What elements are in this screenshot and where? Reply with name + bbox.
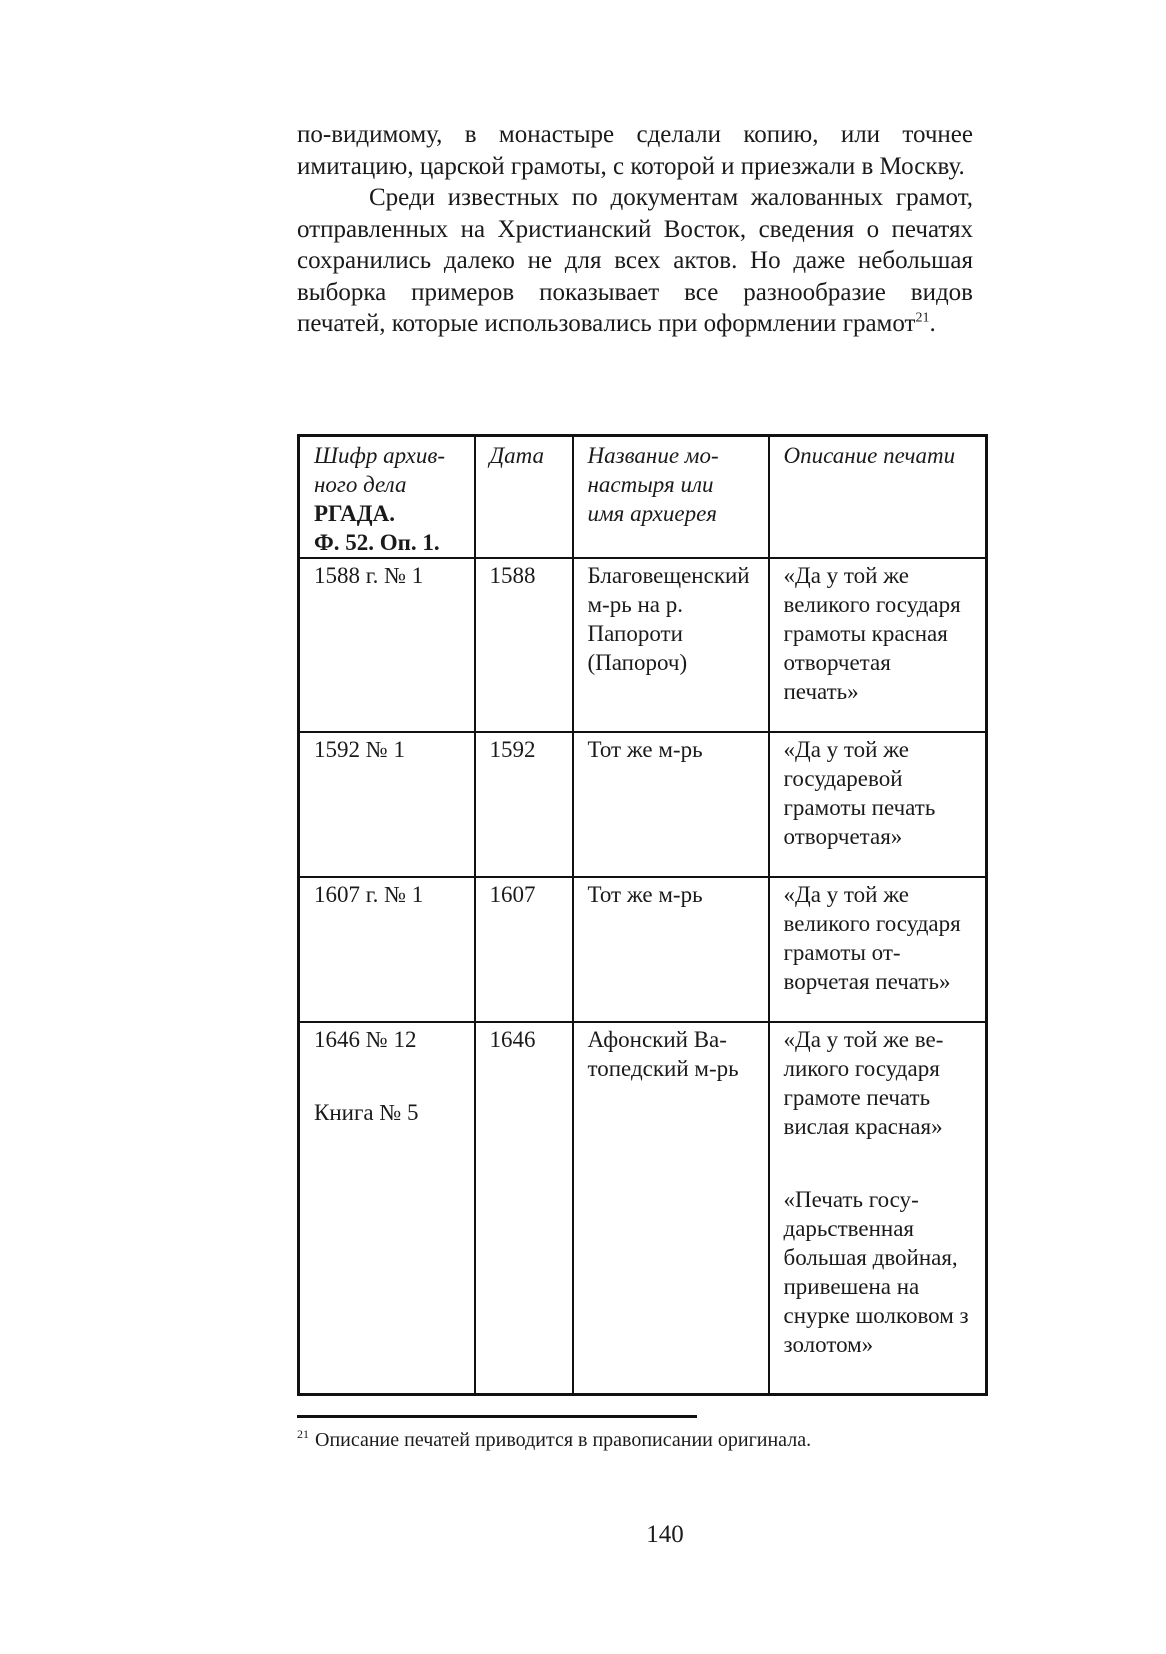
cell-date: 1588: [475, 558, 573, 732]
table-header-row: [299, 436, 987, 559]
cell-monastery: Афонский Ватопедский м-рь: [573, 1022, 769, 1394]
cell-seal-description-book: «Печать государьственная большая двойная, привешена на снурке шолковом з золотом»: [783, 1187, 969, 1357]
cell-monastery: Тот же м-рь: [573, 877, 769, 1022]
cell-archive-code: 1588 г. № 1: [299, 558, 475, 732]
cell-seal-description: «Да у той же великого государя грамоты отворчетая печать»: [769, 877, 987, 1022]
body-text: [297, 119, 973, 340]
paragraph-continuation: по-видимому, в монастыре сделали копию, или точнее имитацию, царской грамоты, с которой и приезжали в Москву.: [297, 121, 973, 180]
footnote-number: 21: [297, 1427, 309, 1442]
table-row: [299, 558, 987, 732]
cell-monastery: Благовещенский м-рь на р. Папороти (Папороч): [573, 558, 769, 732]
footnote: [297, 1427, 977, 1453]
footnote-text: Описание печатей приводится в правописании оригинала.: [315, 1429, 812, 1451]
footnote-divider: [297, 1415, 697, 1418]
cell-seal-description: «Да у той же государевой грамоты печать отворчетая»: [769, 732, 987, 877]
header-archive-code-label: Шифр архивного дела: [314, 443, 445, 497]
header-date: Дата: [475, 436, 573, 559]
header-archive-source: РГАДА.: [314, 501, 395, 526]
paragraph-seals-intro: [297, 182, 973, 340]
seals-table: [297, 434, 988, 1396]
header-archive-code: [299, 436, 475, 559]
cell-archive-code: [299, 1022, 475, 1394]
header-seal-description: Описание печати: [769, 436, 987, 559]
cell-date: 1607: [475, 877, 573, 1022]
table-row: [299, 877, 987, 1022]
table-row: [299, 1022, 987, 1394]
cell-archive-code: 1592 № 1: [299, 732, 475, 877]
cell-archive-code-book: Книга № 5: [314, 1100, 419, 1125]
footnote-reference[interactable]: 21: [915, 310, 930, 326]
header-archive-fond: Ф. 52. Оп. 1.: [314, 530, 440, 555]
cell-archive-code-main: 1646 № 12: [314, 1027, 417, 1052]
table-row: [299, 732, 987, 877]
cell-spacer: [784, 1141, 972, 1185]
cell-date: 1646: [475, 1022, 573, 1394]
cell-spacer: [314, 1054, 460, 1098]
page-number: 140: [646, 1521, 684, 1548]
header-monastery: Название монастыря или имя архиерея: [573, 436, 769, 559]
paragraph-end-punct: .: [929, 310, 936, 337]
cell-seal-description: «Да у той же великого государя грамоты красная отворчетая печать»: [769, 558, 987, 732]
cell-archive-code: 1607 г. № 1: [299, 877, 475, 1022]
cell-seal-description-main: «Да у той же великого государя грамоте печать вислая красная»: [783, 1027, 944, 1139]
cell-date: 1592: [475, 732, 573, 877]
cell-seal-description: [769, 1022, 987, 1394]
cell-monastery: Тот же м-рь: [573, 732, 769, 877]
paragraph-seals-intro-text: Среди известных по документам жалованных грамот, отправленных на Христианский Восток, сведения о печатях сохранились далеко не для всех актов. Но даже небольшая выборка примеров показывает все разнообразие видов печатей, которые использовались при оформлении грамот: [297, 184, 973, 337]
